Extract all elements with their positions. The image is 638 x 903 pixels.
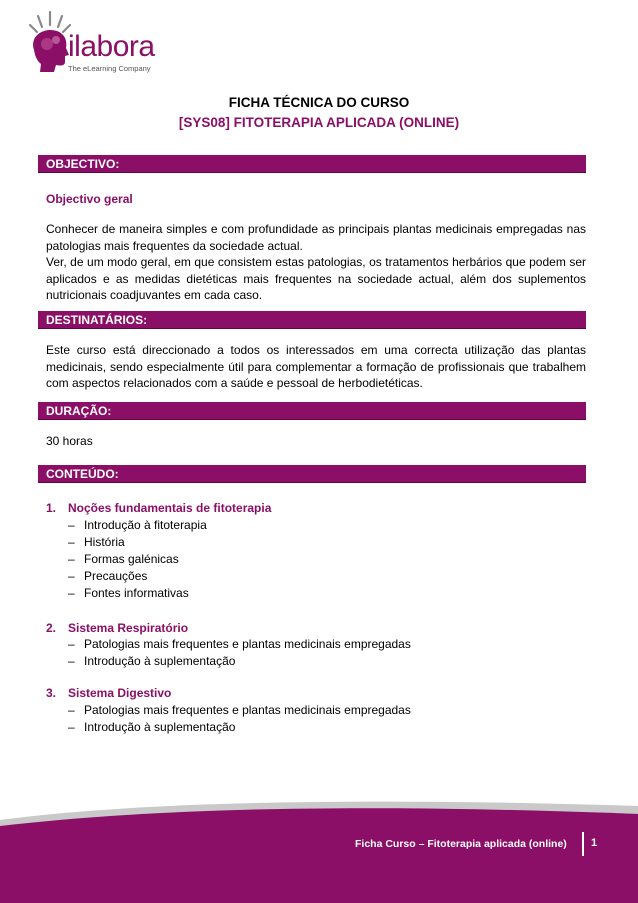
page-number: 1	[591, 837, 598, 849]
dash-bullet: –	[68, 518, 75, 532]
destinatarios-paragraph: Este curso está direccionado a todos os interessados em uma correcta utilização das plantas medicinais, sendo especialmente útil para complementar a formação de profissionais que trabalhem com aspectos relacionados com a saúde e pessoal de herbodietéticas.	[46, 343, 586, 390]
list-item	[68, 720, 235, 734]
list-item-text: Patologias mais frequentes e plantas medicinais empregadas	[84, 637, 411, 651]
module-number: 2.	[46, 621, 57, 635]
list-item-text: História	[84, 535, 125, 549]
objectivo-paragraph-1: Conhecer de maneira simples e com profundidade as principais plantas medicinais empregadas nas patologias mais frequentes da sociedade actual.	[46, 222, 586, 253]
module-heading	[46, 501, 271, 515]
section-bar-objectivo: OBJECTIVO:	[38, 155, 586, 173]
list-item	[68, 637, 411, 651]
list-item	[68, 569, 147, 583]
module-title: Noções fundamentais de fitoterapia	[68, 501, 272, 515]
module-heading	[46, 621, 188, 635]
logo-tagline: The eLearning Company	[68, 64, 151, 73]
dash-bullet: –	[68, 654, 75, 668]
list-item-text: Introdução à fitoterapia	[84, 518, 207, 532]
duracao-text: 30 horas	[46, 434, 93, 448]
list-item	[68, 535, 125, 549]
dash-bullet: –	[68, 637, 75, 651]
list-item-text: Introdução à suplementação	[84, 720, 236, 734]
list-item	[68, 703, 411, 717]
list-item-text: Fontes informativas	[84, 586, 189, 600]
course-title: [SYS08] FITOTERAPIA APLICADA (ONLINE)	[178, 115, 460, 130]
objectivo-paragraph-2: Ver, de um modo geral, em que consistem estas patologias, os tratamentos herbários que podem ser aplicados e as medidas dietéticas mais frequentes na sociedade actual, além dos suplementos nutricionais coadjuvantes em cada caso.	[46, 255, 586, 302]
list-item-text: Precauções	[84, 569, 148, 583]
list-item-text: Formas galénicas	[84, 552, 179, 566]
logo-brand: ilabora	[68, 30, 155, 63]
module-number: 1.	[46, 501, 57, 515]
list-item-text: Patologias mais frequentes e plantas medicinais empregadas	[84, 703, 411, 717]
dash-bullet: –	[68, 552, 75, 566]
dash-bullet: –	[68, 535, 75, 549]
objectivo-subheading: Objectivo geral	[46, 192, 133, 206]
list-item	[68, 586, 189, 600]
list-item	[68, 518, 207, 532]
section-bar-duracao: DURAÇÃO:	[38, 402, 586, 420]
dash-bullet: –	[68, 586, 75, 600]
list-item	[68, 654, 235, 668]
module-heading	[46, 686, 171, 700]
footer-separator	[582, 832, 584, 856]
dash-bullet: –	[68, 569, 75, 583]
document-title: FICHA TÉCNICA DO CURSO	[228, 95, 410, 110]
section-bar-destinatarios: DESTINATÁRIOS:	[38, 311, 586, 329]
module-number: 3.	[46, 686, 57, 700]
module-title: Sistema Digestivo	[68, 686, 172, 700]
section-bar-conteudo: CONTEÚDO:	[38, 465, 586, 483]
footer-document-label: Ficha Curso – Fitoterapia aplicada (online)	[355, 838, 567, 850]
dash-bullet: –	[68, 703, 75, 717]
module-title: Sistema Respiratório	[68, 621, 189, 635]
list-item	[68, 552, 179, 566]
list-item-text: Introdução à suplementação	[84, 654, 236, 668]
dash-bullet: –	[68, 720, 75, 734]
